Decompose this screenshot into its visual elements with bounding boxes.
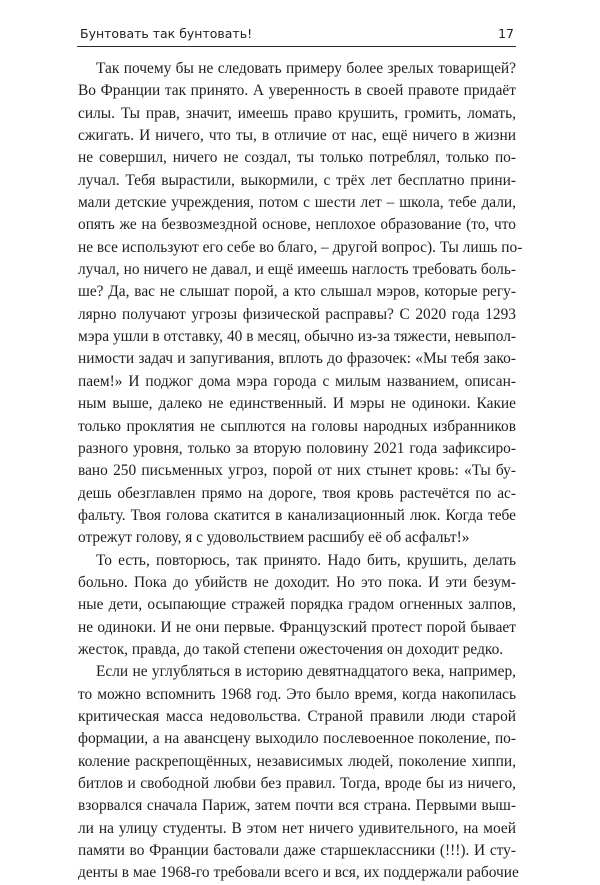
text-line: разного уровня, только за вторую половину 2021 года зафиксиро-	[78, 439, 516, 457]
text-line: Если не углубляться в историю девятнадцатого века, например,	[96, 663, 516, 681]
text-line: вано 250 письменных угроз, порой от них стынет кровь: «Ты бу-	[78, 462, 516, 480]
text-line: взорвался сначала Париж, затем почти вся страна. Первыми выш-	[78, 797, 516, 815]
text-line: коление раскрепощённых, независимых людей, поколение хиппи,	[78, 752, 516, 770]
text-line: жесток, правда, до такой степени ожесточения он доходит редко.	[78, 640, 504, 658]
text-line: ше? Да, вас не слышат порой, а кто слышал мэров, которые регу-	[78, 283, 516, 301]
text-line: Во Франции так принято. А уверенность в своей правоте придаёт	[78, 82, 516, 100]
text-line: формации, а на авансцену выходило послевоенное поколение, по-	[78, 730, 516, 748]
text-line: ным выше, далеко не единственный. И мэры не одиноки. Какие	[78, 395, 516, 413]
text-line: ные дети, осыпающие стражей порядка градом огненных залпов,	[78, 596, 516, 614]
paragraph-3	[78, 661, 519, 884]
text-line: сжигать. И ничего, что ты, в отличие от нас, ещё ничего в жизни	[78, 127, 516, 145]
text-line: битлов и свободной любви без правил. Тогда, вроде бы из ничего,	[78, 775, 516, 792]
paragraph-1	[78, 58, 523, 550]
header-rule	[77, 46, 516, 47]
text-line: отрежут голову, я с удовольствием расшибу её об асфальт!»	[78, 529, 470, 547]
text-line: дешь обезглавлен прямо на дороге, твоя кровь растечётся по ас-	[78, 484, 516, 502]
page-number: 17	[498, 26, 514, 41]
text-line: мэра ушли в отставку, 40 в месяц, обычно из-за тяжести, невыпол-	[78, 328, 516, 346]
running-header	[77, 26, 516, 44]
text-line: лярно получают угрозы физической расправы? С 2020 года 1293	[78, 305, 516, 323]
text-line: памяти во Франции бастовали даже старшеклассники (!!!). И сту-	[78, 842, 516, 860]
text-line: опять же на безвозмездной основе, неплохое образование (то, что	[78, 216, 516, 234]
text-line: То есть, повторюсь, так принято. Надо бить, крушить, делать	[96, 551, 516, 569]
text-line: то можно вспомнить 1968 год. Это было время, когда накопилась	[78, 685, 516, 703]
text-line: Так почему бы не следовать примеру более зрелых товарищей?	[96, 60, 516, 77]
text-line: лучал, но ничего не давал, и ещё имеешь наглость требовать боль-	[78, 261, 516, 279]
text-line: не все используют его себе во благо, – другой вопрос). Ты лишь по-	[78, 238, 523, 256]
text-line: фальту. Твоя голова скатится в канализационный люк. Когда тебе	[78, 506, 516, 524]
text-line: лучал. Тебя вырастили, выкормили, с трёх лет бесплатно прини-	[78, 171, 516, 189]
text-line: мали детские учреждения, потом с шести лет – школа, тебе дали,	[78, 194, 516, 212]
text-line: больно. Пока до убийств не доходит. Но это пока. И эти безум-	[78, 573, 516, 591]
text-line: не одиноки. И не они первые. Французский протест порой бывает	[78, 618, 516, 636]
paragraph-2	[78, 550, 516, 662]
text-line: только проклятия не сыплются на головы народных избранников	[78, 417, 516, 435]
text-line: паем!» И поджог дома мэра города с милым названием, описан-	[78, 372, 516, 390]
text-line: не совершил, ничего не создал, ты только потреблял, только по-	[78, 149, 516, 167]
running-title: Бунтовать так бунтовать!	[80, 26, 253, 41]
body-text	[78, 58, 523, 885]
text-line: критическая масса недовольства. Страной правили люди старой	[78, 707, 516, 725]
text-line: ли на улицу студенты. В этом нет ничего удивительного, на моей	[78, 819, 516, 837]
text-line: нимости задач и запугивания, вплоть до фразочек: «Мы тебя зако-	[78, 350, 516, 368]
text-line: денты в мае 1968-го требовали всего и вся, их поддержали рабочие	[78, 864, 519, 882]
text-line: силы. Ты прав, значит, имеешь право крушить, громить, ломать,	[78, 104, 516, 122]
